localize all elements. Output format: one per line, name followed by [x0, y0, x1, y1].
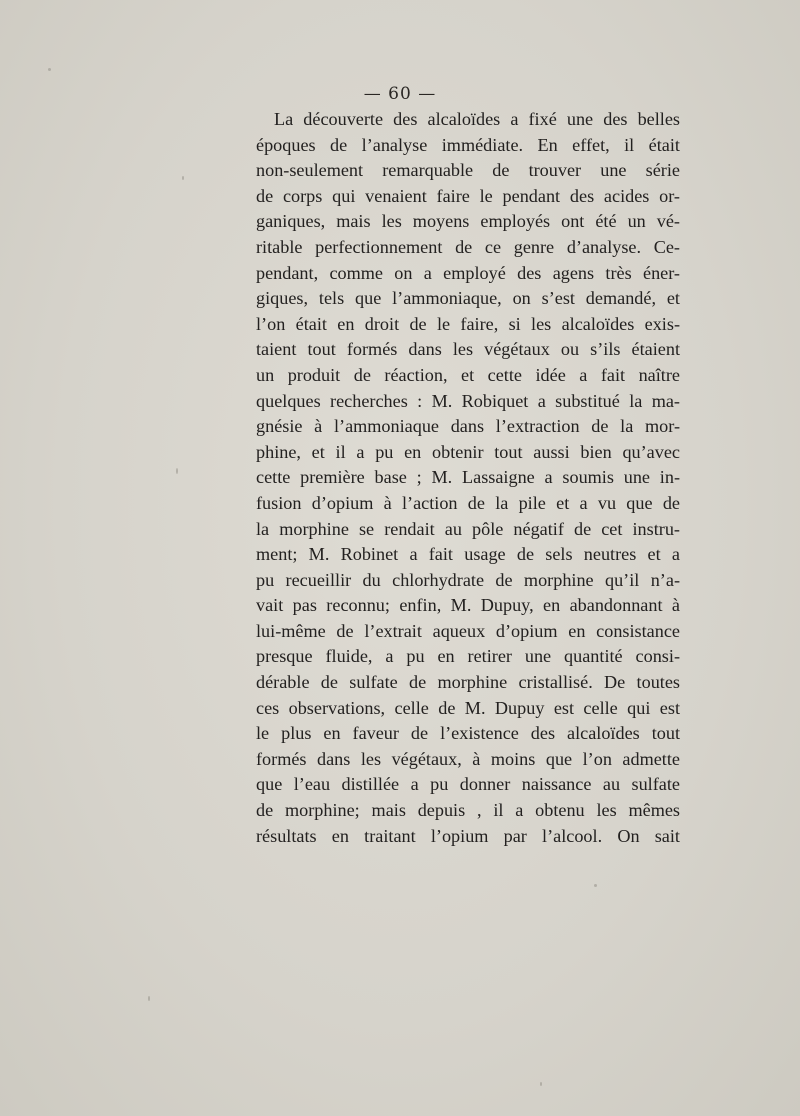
paper-speck — [540, 1082, 542, 1086]
text-line: pu recueillir du chlorhydrate de morphine qu’il n’a- — [256, 569, 680, 590]
text-line: époques de l’analyse immédiate. En effet, il était — [256, 134, 680, 155]
body-text — [256, 107, 680, 849]
text-line: le plus en faveur de l’existence des alcaloïdes tout — [256, 723, 680, 744]
text-line: formés dans les végétaux, à moins que l’on admette — [256, 748, 680, 769]
text-line: quelques recherches : M. Robiquet a substitué la ma- — [256, 390, 680, 411]
text-line: la morphine se rendait au pôle négatif de cet instru- — [256, 518, 680, 539]
text-line: gnésie à l’ammoniaque dans l’extraction de la mor- — [256, 416, 680, 437]
paper-speck — [148, 996, 150, 1001]
page-number: — 60 — — [363, 84, 437, 104]
text-line: dérable de sulfate de morphine cristallisé. De toutes — [256, 672, 680, 693]
text-line: cette première base ; M. Lassaigne a soumis une in- — [256, 467, 680, 488]
text-line: phine, et il a pu en obtenir tout aussi bien qu’avec — [256, 441, 680, 462]
text-line: non-seulement remarquable de trouver une série — [256, 160, 680, 181]
text-line: taient tout formés dans les végétaux ou s’ils étaient — [256, 339, 680, 360]
text-line: résultats en traitant l’opium par l’alcool. On sait — [256, 825, 680, 846]
text-line: fusion d’opium à l’action de la pile et a vu que de — [256, 492, 680, 513]
paper-speck — [594, 884, 597, 887]
text-line: lui-même de l’extrait aqueux d’opium en consistance — [256, 620, 680, 641]
text-line: de corps qui venaient faire le pendant des acides or- — [256, 185, 680, 206]
text-line: l’on était en droit de le faire, si les alcaloïdes exis- — [256, 313, 680, 334]
text-line: ganiques, mais les moyens employés ont été un vé- — [256, 211, 680, 232]
text-line: presque fluide, a pu en retirer une quantité consi- — [256, 646, 680, 667]
text-line: de morphine; mais depuis , il a obtenu les mêmes — [256, 800, 680, 821]
text-line: ritable perfectionnement de ce genre d’analyse. Ce- — [256, 236, 680, 257]
text-line: un produit de réaction, et cette idée a fait naître — [256, 364, 680, 385]
text-line: que l’eau distillée a pu donner naissance au sulfate — [256, 774, 680, 795]
text-line: ment; M. Robinet a fait usage de sels neutres et a — [256, 544, 680, 565]
paper-speck — [48, 68, 51, 71]
text-line: La découverte des alcaloïdes a fixé une des belles — [274, 109, 680, 129]
text-line: vait pas reconnu; enfin, M. Dupuy, en abandonnant à — [256, 595, 680, 616]
text-line: ces observations, celle de M. Dupuy est celle qui est — [256, 697, 680, 718]
text-line: giques, tels que l’ammoniaque, on s’est demandé, et — [256, 288, 680, 309]
paper-speck — [182, 176, 184, 180]
paper-speck — [176, 468, 178, 474]
text-line: pendant, comme on a employé des agens très éner- — [256, 262, 680, 283]
